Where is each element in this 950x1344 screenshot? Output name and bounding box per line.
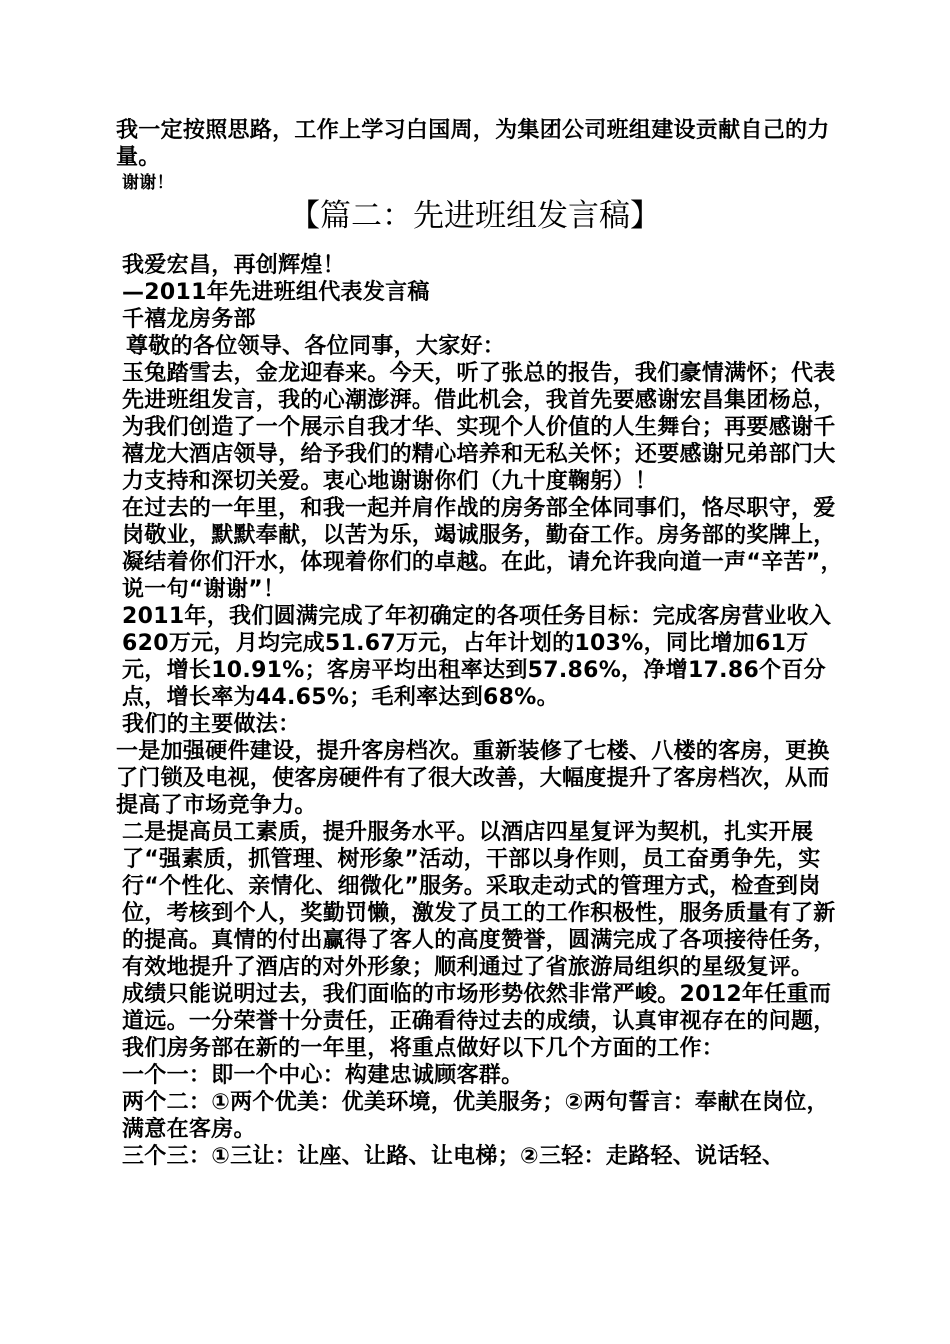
body-paragraph: 二是提高员工素质，提升服务水平。以酒店四星复评为契机，扎实开展了“强素质，抓管理、树形象”活动，干部以身作则，员工奋勇争先，实行“个性化、亲情化、细微化”服务。采取走动式的管理方式，检查到岗位，考核到个人，奖勤罚懒，激发了员工的工作积极性，服务质量有了新的提高。真情的付出赢得了客人的高度赞誉，圆满完成了各项接待任务，有效地提升了酒店的对外形象；顺利通过了省旅游局组织的星级复评。 — [122, 820, 836, 980]
body-paragraph: 我们的主要做法： — [122, 712, 301, 737]
body-paragraph: 一是加强硬件建设，提升客房档次。重新装修了七楼、八楼的客房，更换了门锁及电视，使客房硬件有了很大改善，大幅度提升了客房档次，从而提高了市场竞争力。 — [116, 739, 830, 818]
body-paragraph: 玉兔踏雪去，金龙迎春来。今天，听了张总的报告，我们豪情满怀；代表先进班组发言，我的心潮澎湃。借此机会，我首先要感谢宏昌集团杨总，为我们创造了一个展示自我才华、实现个人价值的人生舞台；再要感谢千禧龙大酒店领导，给予我们的精心培养和无私关怀；还要感谢兄弟部门大力支持和深切关爱。衷心地谢谢你们（九十度鞠躬）！ — [122, 361, 836, 494]
body-paragraph: 三个三：①三让：让座、让路、让电梯；②三轻：走路轻、说话轻、 — [122, 1144, 785, 1169]
greeting: 尊敬的各位领导、各位同事，大家好： — [126, 334, 506, 359]
body-paragraph: 在过去的一年里，和我一起并肩作战的房务部全体同事们，恪尽职守，爱岗敬业，默默奉献，以苦为乐，竭诚服务，勤奋工作。房务部的奖牌上，凝结着你们汗水，体现着你们的卓越。在此，请允许我向道一声“辛苦”，说一句“谢谢”！ — [122, 496, 843, 602]
thanks-line: 谢谢！ — [122, 173, 174, 193]
intro-section — [116, 117, 844, 195]
speech-title: 我爱宏昌，再创辉煌！ — [122, 253, 346, 278]
department-name: 千禧龙房务部 — [122, 307, 256, 332]
body-paragraph: 一个一：即一个中心：构建忠诚顾客群。 — [122, 1063, 524, 1088]
speech-subtitle: —2011年先进班组代表发言稿 — [122, 280, 430, 305]
section-heading: 【篇二：先进班组发言稿】 — [289, 198, 661, 234]
body-paragraph: 两个二：①两个优美：优美环境，优美服务；②两句誓言：奉献在岗位，满意在客房。 — [122, 1090, 829, 1142]
body-paragraph: 成绩只能说明过去，我们面临的市场形势依然非常严峻。2012年任重而道远。一分荣誉十分责任，正确看待过去的成绩，认真审视存在的问题，我们房务部在新的一年里，将重点做好以下几个方面的工作： — [122, 982, 836, 1061]
speech-body — [116, 252, 844, 1170]
body-paragraph: 2011年，我们圆满完成了年初确定的各项任务目标：完成客房营业收入620万元，月均完成51.67万元，占年计划的103%，同比增加61万元，增长10.91%；客房平均出租率达到57.86%，净增17.86个百分点，增长率为44.65%；毛利率达到68%。 — [122, 604, 832, 710]
intro-paragraph: 我一定按照思路，工作上学习白国周，为集团公司班组建设贡献自己的力量。 — [116, 118, 830, 170]
